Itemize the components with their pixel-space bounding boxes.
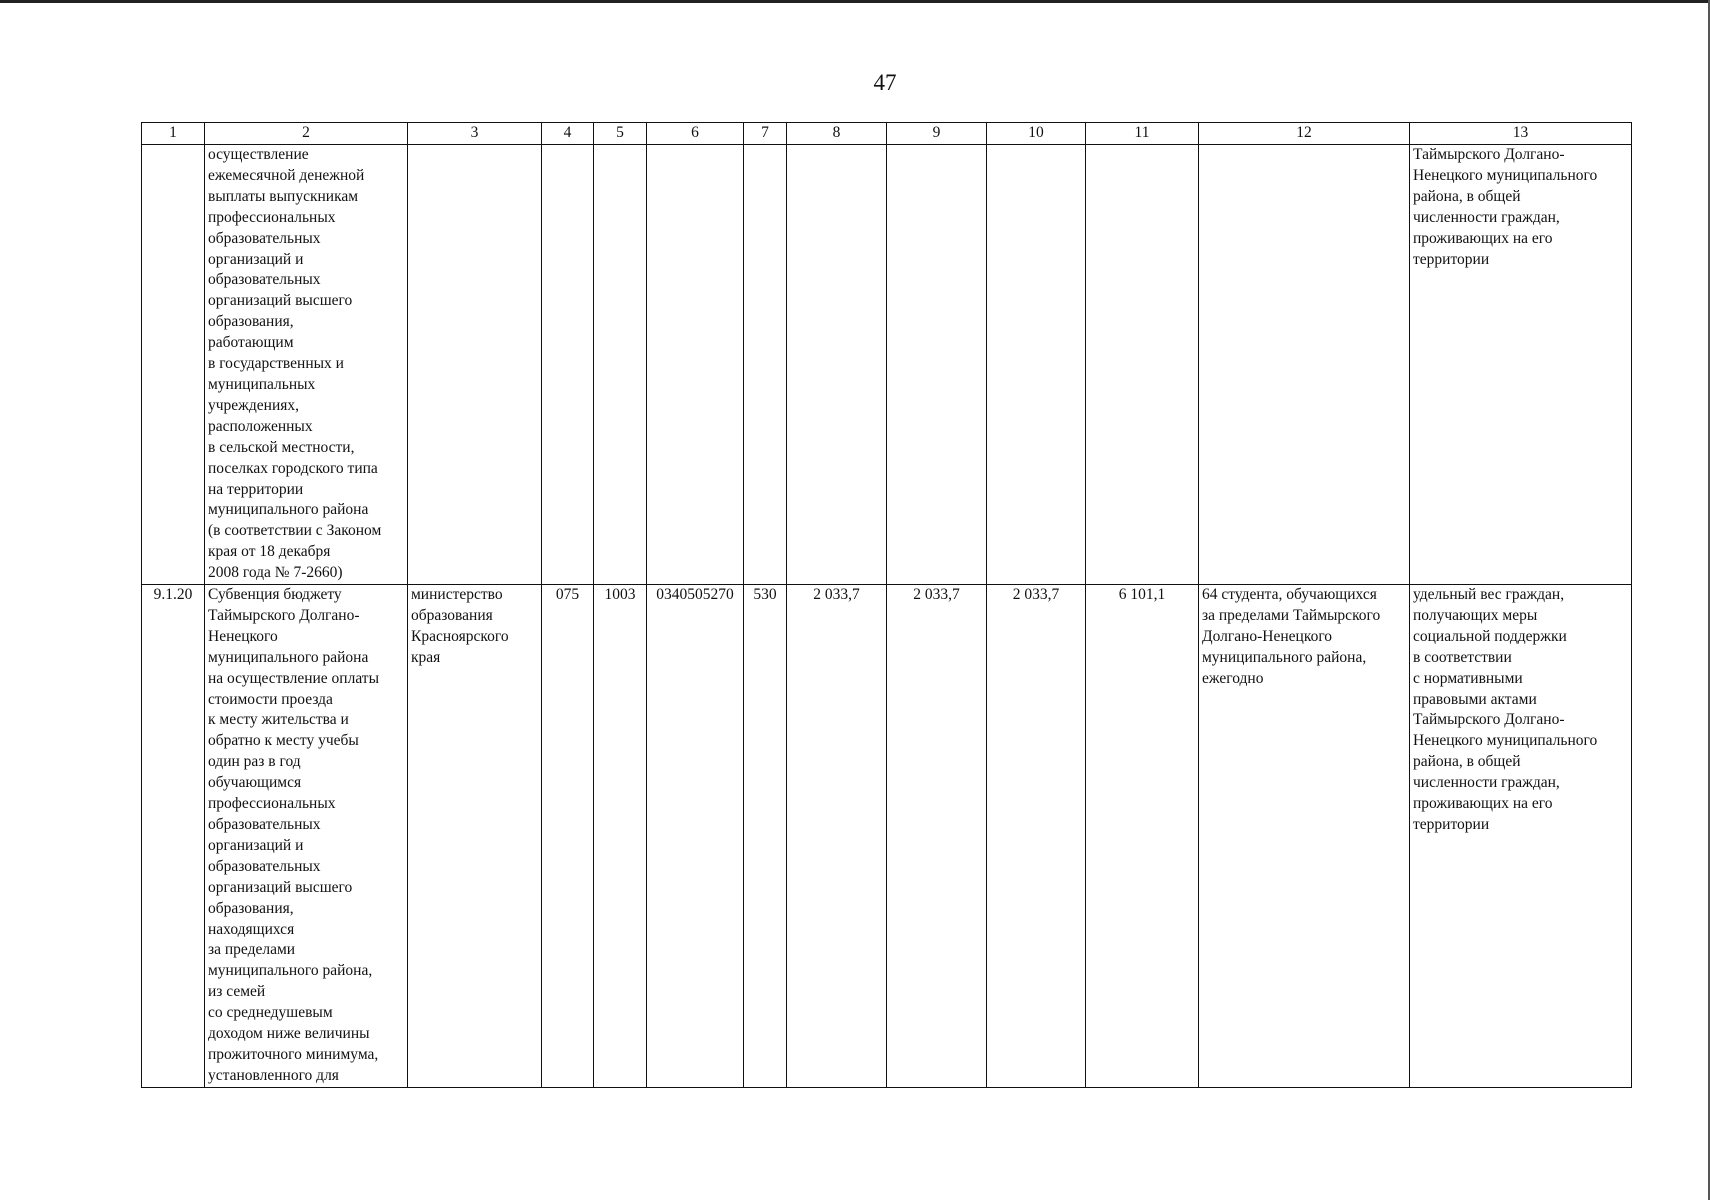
- table-header-row: [142, 123, 1632, 145]
- column-number-3: 3: [408, 123, 542, 145]
- column-number-9: 9: [887, 123, 987, 145]
- expense-type-cell: 530: [744, 585, 787, 1088]
- expense-type-cell: [744, 145, 787, 585]
- column-number-12: 12: [1199, 123, 1410, 145]
- indicator-cell: удельный вес граждан, получающих меры социальной поддержки в соответствии с нормативными правовыми актами Таймырского Долгано- Ненецкого муниципального района, в общей численности граждан, проживающих на его территории: [1410, 585, 1632, 1088]
- grbs-code-cell: [542, 145, 594, 585]
- column-number-13: 13: [1410, 123, 1632, 145]
- row-number-cell: [142, 145, 205, 585]
- page-top-edge: [0, 0, 1710, 3]
- column-number-11: 11: [1086, 123, 1199, 145]
- section-code-cell: 1003: [594, 585, 647, 1088]
- year-2-amount-cell: [887, 145, 987, 585]
- table-row-9-1-20: [142, 585, 1632, 1088]
- total-amount-cell: 6 101,1: [1086, 585, 1199, 1088]
- row-number-cell: 9.1.20: [142, 585, 205, 1088]
- target-article-cell: 0340505270: [647, 585, 744, 1088]
- column-number-4: 4: [542, 123, 594, 145]
- column-number-2: 2: [205, 123, 408, 145]
- measure-description-cell: осуществление ежемесячной денежной выплаты выпускникам профессиональных образовательных организаций и образовательных организаций высшего образования, работающим в государственных и муниципальных учреждениях, расположенных в сельской местности, поселках городского типа на территории муниципального района (в соответствии с Законом края от 18 декабря 2008 года № 7-2660): [205, 145, 408, 585]
- expected-result-cell: 64 студента, обучающихся за пределами Таймырского Долгано-Ненецкого муниципального района, ежегодно: [1199, 585, 1410, 1088]
- column-number-6: 6: [647, 123, 744, 145]
- target-article-cell: [647, 145, 744, 585]
- year-1-amount-cell: [787, 145, 887, 585]
- budget-table: [141, 122, 1632, 1088]
- indicator-cell: Таймырского Долгано- Ненецкого муниципального района, в общей численности граждан, проживающих на его территории: [1410, 145, 1632, 585]
- column-number-7: 7: [744, 123, 787, 145]
- administrator-cell: министерство образования Красноярского края: [408, 585, 542, 1088]
- year-2-amount-cell: 2 033,7: [887, 585, 987, 1088]
- total-amount-cell: [1086, 145, 1199, 585]
- measure-description-cell: Субвенция бюджету Таймырского Долгано- Ненецкого муниципального района на осуществление оплаты стоимости проезда к месту жительства и обратно к месту учебы один раз в год обучающимся профессиональных образовательных организаций и образовательных организаций высшего образования, находящихся за пределами муниципального района, из семей со среднедушевым доходом ниже величины прожиточного минимума, установленного для: [205, 585, 408, 1088]
- page-number: 47: [873, 70, 897, 95]
- year-3-amount-cell: 2 033,7: [987, 585, 1086, 1088]
- grbs-code-cell: 075: [542, 585, 594, 1088]
- expected-result-cell: [1199, 145, 1410, 585]
- column-number-5: 5: [594, 123, 647, 145]
- year-1-amount-cell: 2 033,7: [787, 585, 887, 1088]
- section-code-cell: [594, 145, 647, 585]
- year-3-amount-cell: [987, 145, 1086, 585]
- column-number-8: 8: [787, 123, 887, 145]
- table-row-continuation: [142, 145, 1632, 585]
- column-number-1: 1: [142, 123, 205, 145]
- column-number-10: 10: [987, 123, 1086, 145]
- administrator-cell: [408, 145, 542, 585]
